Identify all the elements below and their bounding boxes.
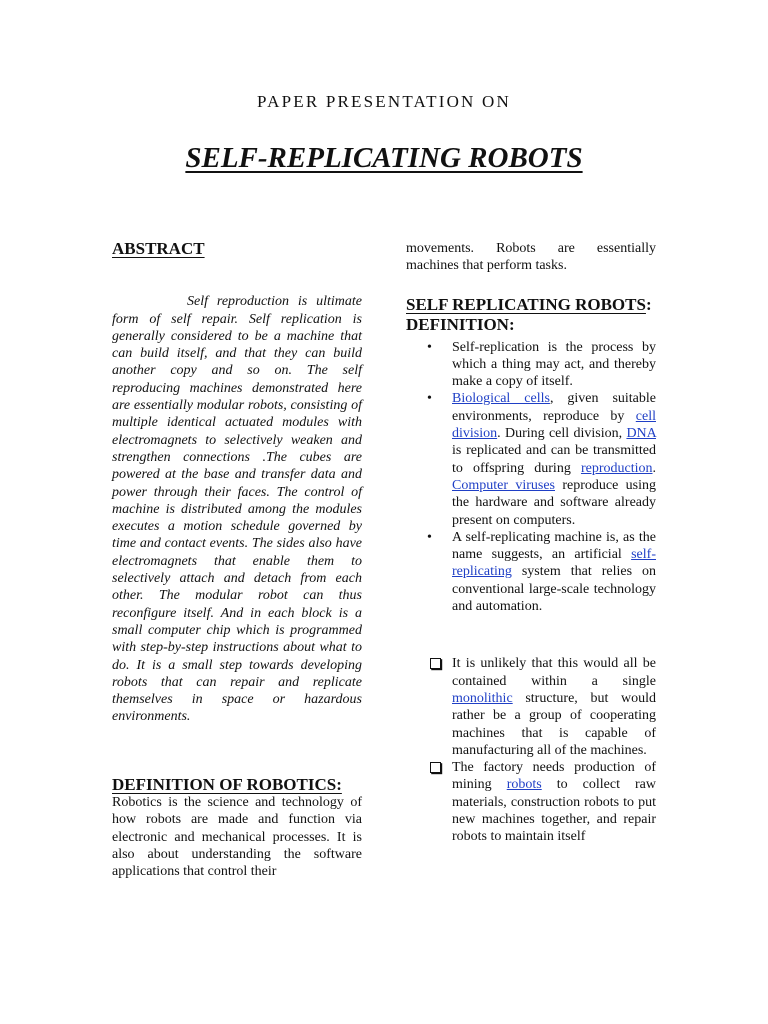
bullet-icon: • bbox=[427, 339, 432, 355]
link-dna[interactable]: DNA bbox=[626, 426, 656, 442]
link-reproduction[interactable]: reproduction bbox=[580, 460, 653, 476]
bullet-text: reproduce using the hardware and software already present on computers. bbox=[452, 477, 656, 528]
list-item bbox=[406, 759, 656, 845]
page-title: SELF-REPLICATING ROBOTS bbox=[185, 142, 583, 174]
bullet-text: The factory needs production of mining bbox=[452, 760, 656, 793]
link-self-replicating[interactable]: self-replicating bbox=[452, 547, 656, 580]
bullet-text: structure, but would rather be a group of cooperating machines that is capable of manufacturing all of the machines. bbox=[452, 690, 656, 758]
list-item bbox=[406, 529, 656, 615]
checkbox-bullet-list bbox=[406, 655, 656, 845]
link-monolithic[interactable]: monolithic bbox=[452, 690, 513, 706]
left-column bbox=[112, 240, 362, 881]
list-item bbox=[406, 339, 656, 391]
robotics-continued: movements. Robots are essentially machines that perform tasks. bbox=[406, 241, 656, 274]
heading-colon: : bbox=[645, 294, 652, 314]
list-item bbox=[406, 655, 656, 759]
square-bullet-icon bbox=[430, 762, 441, 773]
bullet-text: is replicated and can be transmitted to offspring during bbox=[452, 443, 656, 476]
link-computer-viruses[interactable]: Computer viruses bbox=[452, 477, 555, 493]
definition-bullet-list bbox=[406, 339, 656, 616]
abstract-text: Self reproduction is ultimate form of self repair. Self replication is generally considered to be a machine that can build itself, and that they can build another copy and so on. The self reproducing machines demonstrated here are essentially modular robots, consisting of multiple identical actuated modules with electromagnets to selectively weaken and strengthen connections .The cubes are powered at the base and transfer data and power through their faces. The control of machine is distributed among the modules executes a motion schedule governed by time and contact events. The sides also have electromagnets that enable them to selectively attach and detach from each other. The modular robot can thus reconfigure itself. And in each block is a small computer chip which is programmed with step-by-step instructions about what to do. It is a small step towards developing robots that can repair and replicate themselves in space or hazardous environments. bbox=[112, 294, 362, 725]
bullet-text: , given suitable environments, reproduce by bbox=[452, 391, 656, 424]
right-column bbox=[406, 240, 656, 846]
abstract-body bbox=[112, 293, 362, 725]
robotics-body bbox=[112, 794, 362, 880]
bullet-text: system that relies on conventional large-scale technology and automation. bbox=[452, 564, 656, 615]
bullet-text: A self-replicating machine is, as the name suggests, an artificial bbox=[452, 529, 656, 563]
link-cell-division[interactable]: cell division bbox=[452, 408, 656, 442]
self-replicating-heading bbox=[406, 295, 656, 315]
list-item bbox=[406, 390, 656, 528]
abstract-heading: ABSTRACT bbox=[112, 239, 205, 258]
bullet-icon: • bbox=[427, 391, 432, 407]
presentation-kicker: PAPER PRESENTATION ON bbox=[257, 92, 511, 111]
square-bullet-icon bbox=[430, 658, 441, 669]
definition-subheading: DEFINITION: bbox=[406, 314, 515, 334]
bullet-text: . bbox=[652, 460, 656, 476]
link-robots[interactable]: robots bbox=[506, 777, 542, 793]
bullet-text: Self-replication is the process by which a thing may act, and thereby make a copy of itself. bbox=[452, 339, 656, 390]
self-replicating-heading-text: SELF REPLICATING ROBOTS bbox=[406, 294, 646, 314]
robotics-text: Robotics is the science and technology of how robots are made and function via electronic and mechanical processes. It is also about understanding the software applications that control their bbox=[112, 795, 362, 880]
bullet-text: It is unlikely that this would all be contained within a single bbox=[452, 656, 656, 689]
robotics-heading: DEFINITION OF ROBOTICS: bbox=[112, 774, 342, 794]
bullet-icon: • bbox=[427, 529, 432, 545]
bullet-text: . During cell division, bbox=[497, 426, 627, 442]
link-biological-cells[interactable]: Biological cells bbox=[452, 391, 550, 407]
bullet-text: to collect raw materials, construction robots to put new machines together, and repair robots to maintain itself bbox=[452, 777, 657, 845]
